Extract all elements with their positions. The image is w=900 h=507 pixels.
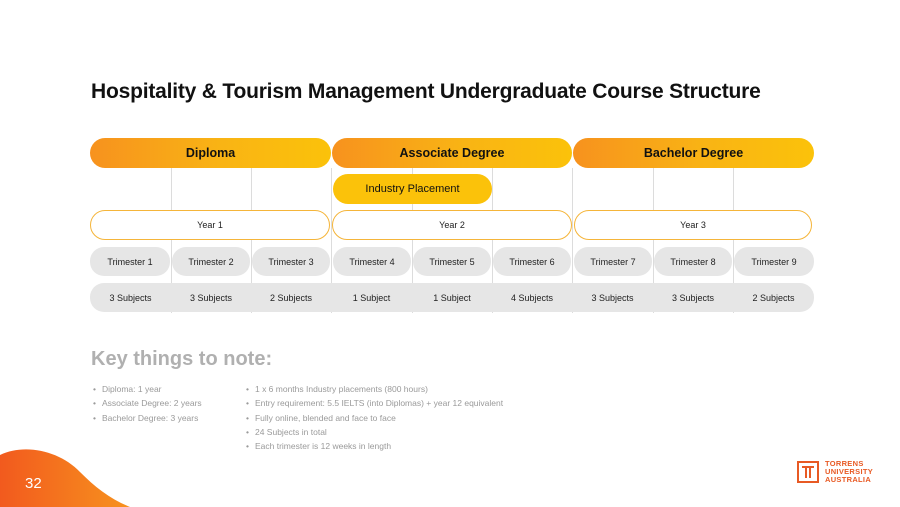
note-item: • 1 x 6 months Industry placements (800 hours) (246, 382, 503, 396)
logo-text (825, 460, 873, 484)
notes-left-list (93, 382, 202, 425)
stage-associate-degree: Associate Degree (332, 138, 572, 168)
trimester-7: Trimester 7 (574, 247, 652, 276)
logo-mark-icon (797, 461, 819, 483)
subjects-t4: 1 Subject (352, 292, 391, 303)
note-item: • 24 Subjects in total (246, 425, 503, 439)
year-1: Year 1 (90, 210, 330, 240)
note-item: • Bachelor Degree: 3 years (93, 411, 202, 425)
note-item: • Associate Degree: 2 years (93, 396, 202, 410)
trimester-2: Trimester 2 (172, 247, 250, 276)
trimester-8: Trimester 8 (654, 247, 732, 276)
stage-diploma: Diploma (90, 138, 331, 168)
page-title: Hospitality & Tourism Management Undergraduate Course Structure (91, 80, 761, 103)
subjects-t7: 3 Subjects (591, 292, 634, 303)
trimester-6: Trimester 6 (493, 247, 571, 276)
trimester-9: Trimester 9 (734, 247, 814, 276)
subjects-t2: 3 Subjects (189, 292, 233, 303)
trimester-4: Trimester 4 (333, 247, 411, 276)
note-item: • Fully online, blended and face to face (246, 411, 503, 425)
subjects-t1: 3 Subjects (109, 292, 152, 303)
subjects-t9: 2 Subjects (752, 292, 795, 303)
subjects-t6: 4 Subjects (510, 292, 554, 303)
notes-right-list (246, 382, 503, 453)
note-item: • Entry requirement: 5.5 IELTS (into Diplomas) + year 12 equivalent (246, 396, 503, 410)
trimester-3: Trimester 3 (252, 247, 330, 276)
page-number: 32 (25, 475, 42, 492)
stage-bachelor-degree: Bachelor Degree (573, 138, 814, 168)
year-2: Year 2 (332, 210, 572, 240)
year-3: Year 3 (574, 210, 812, 240)
torrens-logo (797, 460, 873, 484)
industry-placement: Industry Placement (333, 174, 492, 204)
logo-line-2: UNIVERSITY (825, 467, 874, 476)
logo-line-1: TORRENS (825, 459, 864, 468)
subjects-t8: 3 Subjects (671, 292, 715, 303)
trimester-1: Trimester 1 (90, 247, 170, 276)
note-item: • Each trimester is 12 weeks in length (246, 439, 503, 453)
subjects-t3: 2 Subjects (269, 292, 313, 303)
course-structure-grid (90, 138, 814, 313)
logo-line-3: AUSTRALIA (825, 475, 872, 484)
corner-decoration (0, 447, 135, 507)
key-notes-title: Key things to note: (91, 348, 273, 370)
note-item: • Diploma: 1 year (93, 382, 202, 396)
trimester-5: Trimester 5 (413, 247, 491, 276)
subjects-t5: 1 Subject (433, 292, 471, 303)
